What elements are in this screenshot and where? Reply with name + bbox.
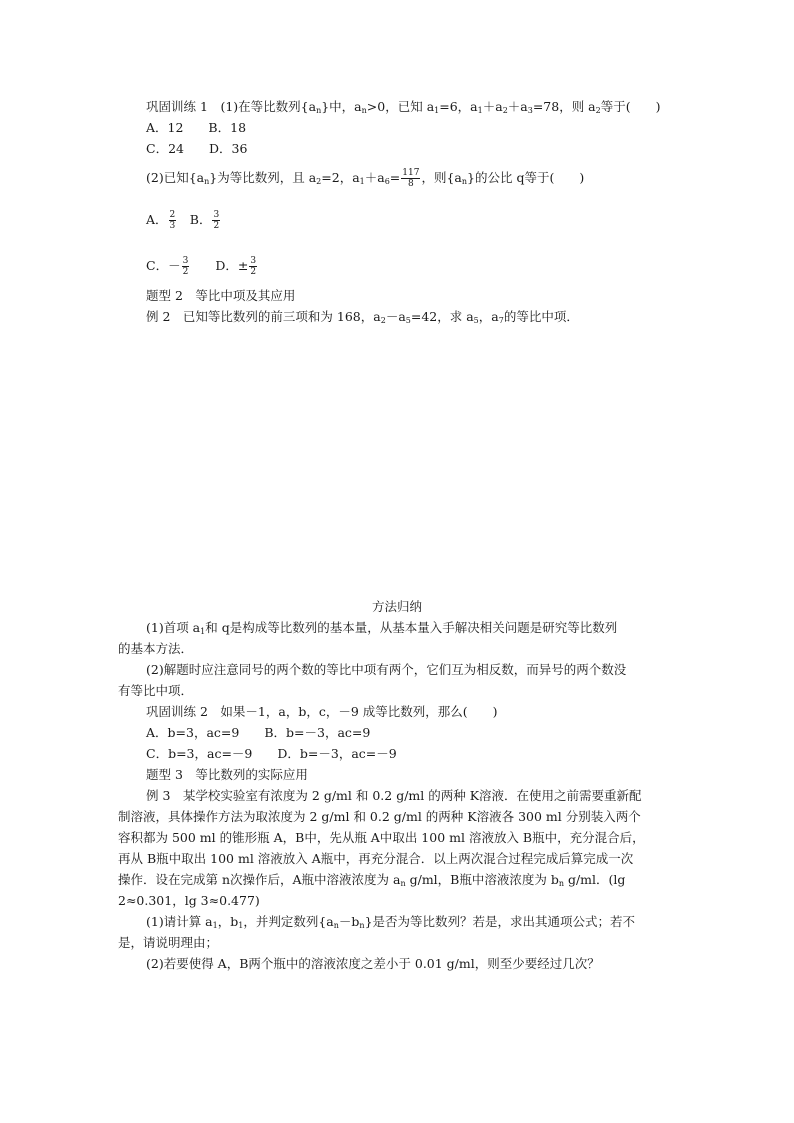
method-p1-line1: (1)首项 $a_1$和 q是构成等比数列的基本量，从基本量入手解决相关问题是研究等比数列 [146,620,618,636]
drill1-q2-stem: (2)已知$\{a_n\}$为等比数列，且 $a_2=2$，$a_1+a_6=$ $\frac{117}{8}$ ，则$\{a_n\}$的公比 q等于( ) [146,168,585,189]
fraction-117-8: $\frac{117}{8}$ [402,168,420,189]
type3-heading: 题型 3 等比数列的实际应用 [146,767,308,782]
example3-q2: (2)若要使得 A，B两个瓶中的溶液浓度之差小于 0.01 g/ml，则至少要经过几次？ [146,956,600,971]
example3-line1: 例 3 某学校实验室有浓度为 2 g/ml 和 0.2 g/ml 的两种 K溶液．在使用之前需要重新配 [146,788,642,803]
example3-line2: 制溶液，具体操作方法为取浓度为 2 g/ml 和 0.2 g/ml 的两种 K溶液各 300 ml 分别装入两个 [118,809,641,824]
method-p1-line2: 的基本方法． [118,641,194,656]
drill1-q2-options-cd: C．－ $\frac{3}{2}$ D．± $\frac{3}{2}$ [146,256,257,277]
example3-q1-line1: (1)请计算 $a_1$，$b_1$，并判定数列$\{a_n-b_n\}$是否为等比数列？若是，求出其通项公式；若不 [146,914,636,930]
example3-line3: 容积都为 500 ml 的锥形瓶 A，B中，先从瓶 A中取出 100 ml 溶液放入 B瓶中，充分混合后， [118,830,645,845]
drill1-q2-options-ab: A． $\frac{2}{3}$ B． $\frac{3}{2}$ [146,210,220,231]
drill1-q1-stem: 巩固训练 1 (1)在等比数列$\{a_n\}$中，$a_n>0$，已知 $a_1=6$，$a_1+a_2+a_3=78$，则 $a_2$等于( ) [146,99,661,115]
method-p2-line1: (2)解题时应注意同号的两个数的等比中项有两个，它们互为相反数，而异号的两个数没 [146,662,627,677]
type2-heading: 题型 2 等比中项及其应用 [146,288,296,303]
drill2-options-ab: A．b=3，ac=9 B．b=－3，ac=9 [146,725,371,740]
example3-line5: 操作．设在完成第 n次操作后，A瓶中溶液浓度为 $a_n$ g/ml，B瓶中溶液浓度为 $b_n$ g/ml．(lg [118,872,626,888]
method-p2-line2: 有等比中项． [118,683,194,698]
example2-text: 例 2 已知等比数列的前三项和为 168，$a_2-a_5=42$，求 $a_5$，$a_7$的等比中项． [146,309,579,325]
drill1-q1-options-ab: A．12 B．18 [146,120,247,135]
drill1-q1-options-cd: C．24 D．36 [146,141,248,156]
drill2-stem: 巩固训练 2 如果－1，a，b，c，－9 成等比数列，那么( ) [146,704,498,719]
example3-line4: 再从 B瓶中取出 100 ml 溶液放入 A瓶中，再充分混合．以上两次混合过程完成后算完成一次 [118,851,634,866]
example3-q1-line2: 是，请说明理由； [118,935,219,950]
example3-line6: 2≈0.301，lg 3≈0.477) [118,893,260,908]
method-summary-title: 方法归纳 [371,599,422,614]
drill2-options-cd: C．b=3，ac=－9 D．b=－3，ac=－9 [146,746,397,761]
